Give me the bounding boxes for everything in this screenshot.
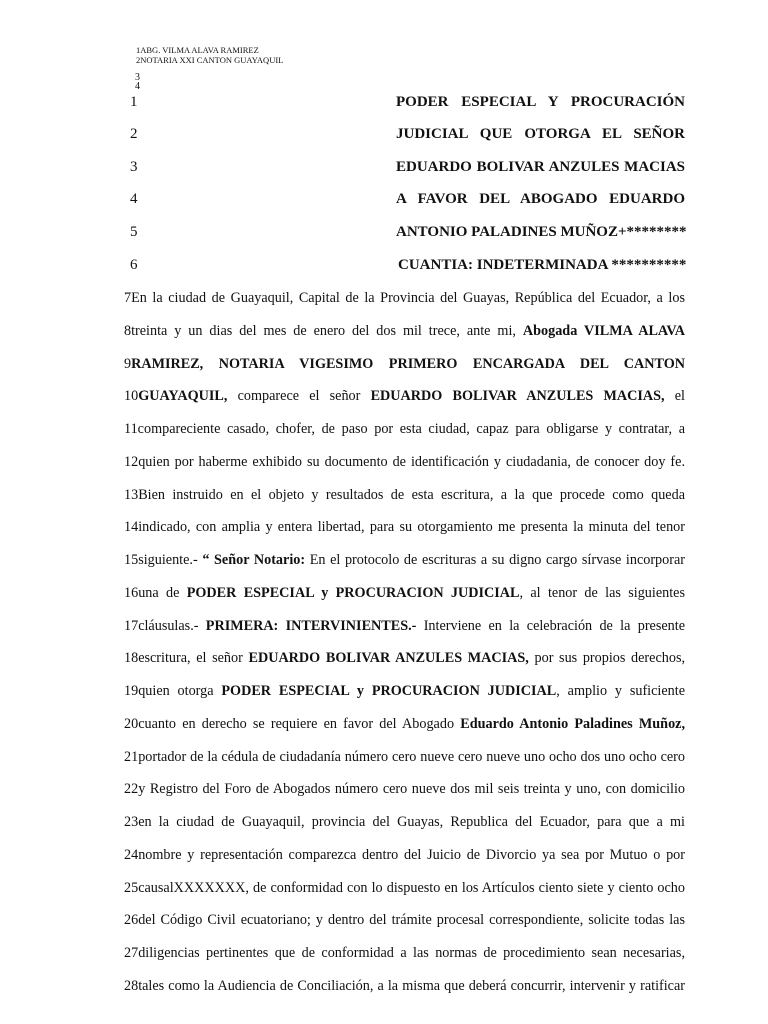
body-line (124, 288, 685, 308)
body-text: por sus propios derechos, (528, 650, 685, 666)
line-number: 6 (130, 257, 138, 273)
bold-text: PODER ESPECIAL y PROCURACION JUDICIAL (221, 683, 557, 699)
line-number: 2 (130, 126, 138, 142)
bold-text: PRIMERA: INTERVINIENTES.- (205, 618, 417, 634)
title-line (0, 126, 768, 146)
body-text: comparece el señor (227, 388, 371, 404)
body-line (124, 714, 685, 734)
body-text: cuanto en derecho se requiere en favor del Abogado (138, 716, 461, 732)
line-number: 4 (130, 191, 138, 207)
title-text: JUDICIAL QUE OTORGA EL SEÑOR (396, 126, 685, 142)
body-text: del Código Civil ecuatoriano; y dentro del trámite procesal correspondiente, solicite todas las (138, 912, 685, 928)
title-line (0, 159, 768, 179)
body-line (124, 583, 685, 603)
line-number: 23 (124, 814, 139, 830)
header-line-number: 3 (135, 72, 140, 83)
line-number: 7 (124, 290, 132, 306)
line-number: 5 (130, 224, 138, 240)
body-text: tales como la Audiencia de Conciliación, a la misma que deberá concurrir, intervenir y ratificar (138, 978, 685, 994)
line-number: 17 (124, 618, 139, 634)
title-text: ANTONIO PALADINES MUÑOZ+******** (396, 224, 687, 240)
line-number: 24 (124, 847, 139, 863)
line-number: 13 (124, 487, 139, 503)
line-number: 12 (124, 454, 139, 470)
line-number: 16 (124, 585, 139, 601)
body-text: escritura, el señor (138, 650, 249, 666)
body-line (124, 616, 685, 636)
line-number: 11 (124, 421, 138, 437)
bold-text: EDUARDO BOLIVAR ANZULES MACIAS, (370, 388, 665, 404)
title-line (0, 94, 768, 114)
body-text: siguiente.- (138, 552, 203, 568)
title-text: EDUARDO BOLIVAR ANZULES MACIAS (396, 159, 685, 175)
header-line-number: 4 (135, 81, 140, 92)
body-line (124, 878, 685, 898)
bold-text: PODER ESPECIAL y PROCURACION JUDICIAL (186, 585, 520, 601)
body-line (124, 419, 685, 439)
body-text: , amplio y suficiente (556, 683, 685, 699)
body-line (124, 648, 685, 668)
line-number: 27 (124, 945, 139, 961)
line-number: 8 (124, 323, 132, 339)
body-text: causalXXXXXXX, de conformidad con lo dispuesto en los Artículos ciento siete y ciento ocho (138, 880, 685, 896)
body-text: cláusulas.- (138, 618, 206, 634)
line-number: 10 (124, 388, 139, 404)
body-line (124, 845, 685, 865)
bold-text: RAMIREZ, NOTARIA VIGESIMO PRIMERO ENCARGADA DEL CANTON (131, 356, 685, 372)
title-text: PODER ESPECIAL Y PROCURACIÓN (396, 94, 685, 110)
body-text: , al tenor de las siguientes (519, 585, 685, 601)
body-line (124, 910, 685, 930)
body-text: Bien instruido en el objeto y resultados de esta escritura, a la que procede como queda (138, 487, 685, 503)
body-text: En el protocolo de escrituras a su digno cargo sírvase incorporar (305, 552, 685, 568)
body-text: compareciente casado, chofer, de paso por esta ciudad, capaz para obligarse y contratar, a (137, 421, 685, 437)
body-text: portador de la cédula de ciudadanía número cero nueve cero nueve uno ocho dos uno ocho cero (138, 749, 685, 765)
line-number: 19 (124, 683, 139, 699)
body-text: En la ciudad de Guayaquil, Capital de la Provincia del Guayas, República del Ecuador, a los (131, 290, 685, 306)
line-number: 22 (124, 781, 139, 797)
body-line (124, 681, 685, 701)
body-text: indicado, con amplia y entera libertad, para su otorgamiento me presenta la minuta del tenor (138, 519, 685, 535)
body-line (124, 812, 685, 832)
body-line (124, 354, 685, 374)
title-line (0, 257, 768, 277)
body-line (124, 550, 685, 570)
body-text: el (664, 388, 685, 404)
body-line (124, 517, 685, 537)
title-line (0, 224, 768, 244)
body-line (124, 976, 685, 996)
body-text: quien por haberme exhibido su documento de identificación y ciudadania, de conocer doy fe. (138, 454, 685, 470)
line-number: 18 (124, 650, 139, 666)
line-number: 20 (124, 716, 139, 732)
line-number: 15 (124, 552, 139, 568)
body-line (124, 747, 685, 767)
body-text: y Registro del Foro de Abogados número cero nueve dos mil seis treinta y uno, con domicilio (138, 781, 685, 797)
bold-text: GUAYAQUIL, (138, 388, 228, 404)
line-number: 3 (130, 159, 138, 175)
line-number: 28 (124, 978, 139, 994)
line-number: 9 (124, 356, 132, 372)
body-text: Interviene en la celebración de la presente (416, 618, 685, 634)
body-text: diligencias pertinentes que de conformidad a las normas de procedimiento sean necesarias, (138, 945, 685, 961)
line-number: 25 (124, 880, 139, 896)
title-line (0, 191, 768, 211)
body-text: quien otorga (138, 683, 222, 699)
line-number: 26 (124, 912, 139, 928)
title-text: A FAVOR DEL ABOGADO EDUARDO (396, 191, 685, 207)
body-line (124, 779, 685, 799)
bold-text: EDUARDO BOLIVAR ANZULES MACIAS, (248, 650, 529, 666)
body-text: treinta y un dias del mes de enero del dos mil trece, ante mi, (131, 323, 523, 339)
title-text: CUANTIA: INDETERMINADA ********** (398, 257, 687, 273)
bold-text: Abogada VILMA ALAVA (522, 323, 685, 339)
body-text: nombre y representación comparezca dentro del Juicio de Divorcio ya sea por Mutuo o por (138, 847, 685, 863)
line-number: 21 (124, 749, 139, 765)
line-number: 14 (124, 519, 139, 535)
header-notary-office: 2NOTARIA XXI CANTON GUAYAQUIL (136, 55, 284, 65)
body-line (124, 452, 685, 472)
body-line (124, 321, 685, 341)
bold-text: “ Señor Notario: (202, 552, 306, 568)
body-text: en la ciudad de Guayaquil, provincia del Guayas, Republica del Ecuador, para que a mi (138, 814, 685, 830)
header-notary-name: 1ABG. VILMA ALAVA RAMIREZ (136, 45, 259, 55)
body-line (124, 943, 685, 963)
body-line (124, 386, 685, 406)
body-line (124, 485, 685, 505)
line-number: 1 (130, 94, 138, 110)
bold-text: Eduardo Antonio Paladines Muñoz, (460, 716, 685, 732)
body-text: una de (138, 585, 187, 601)
